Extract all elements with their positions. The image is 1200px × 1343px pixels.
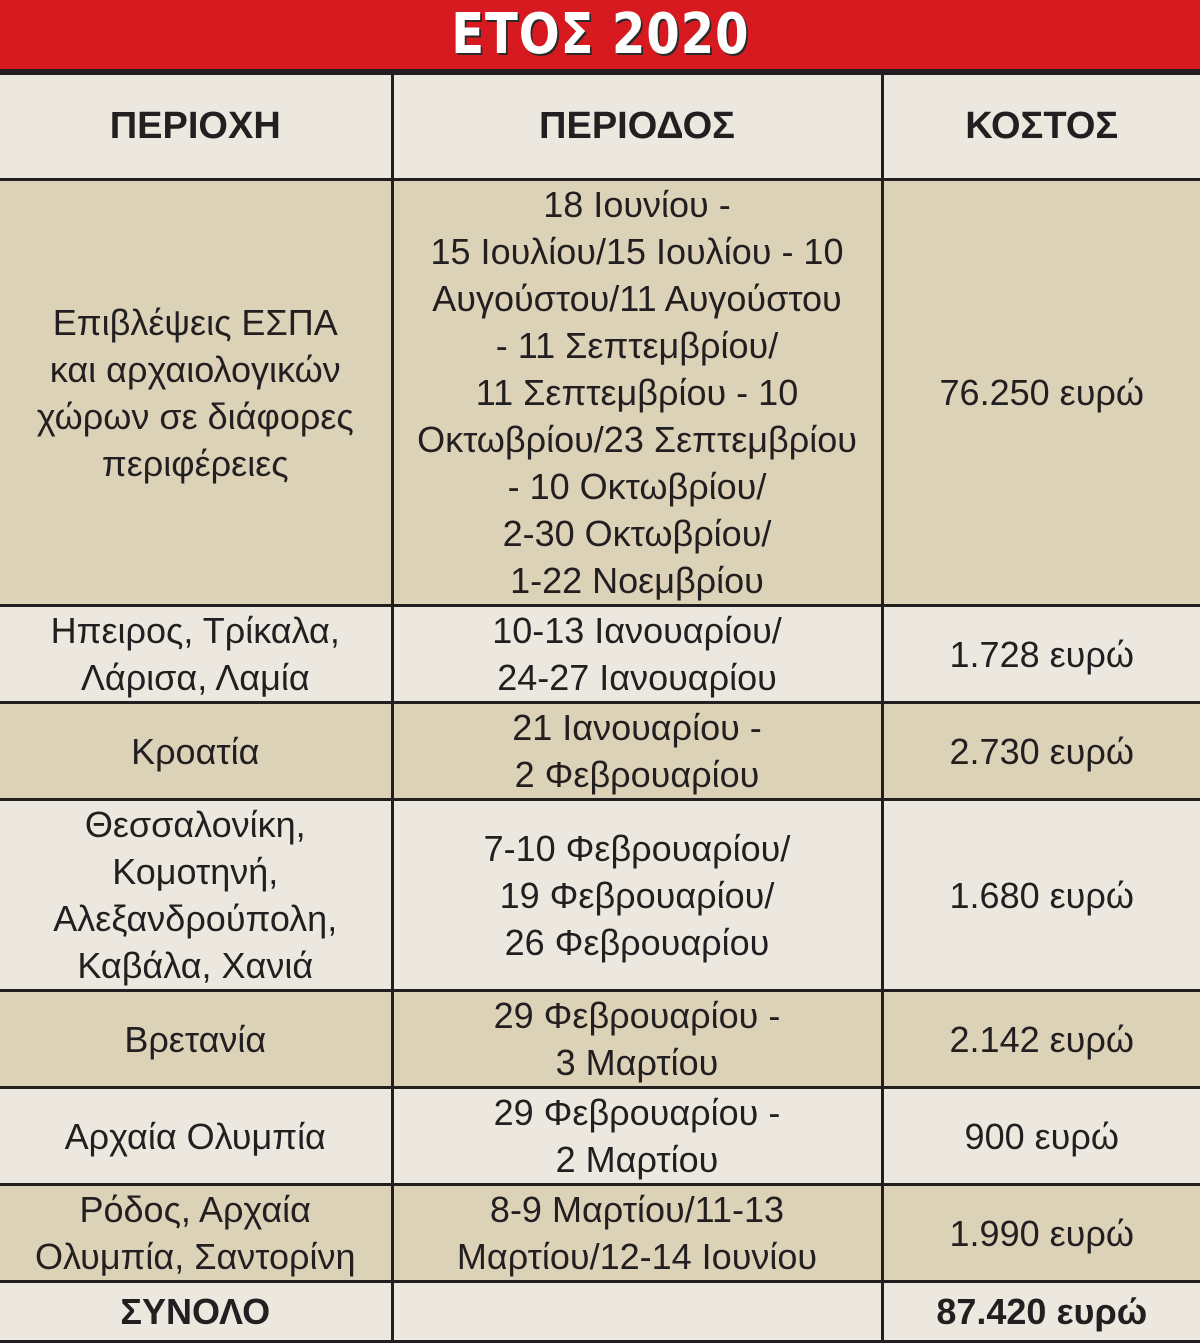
period-cell: [392, 800, 882, 991]
total-period: [392, 1282, 882, 1342]
region-line: Αρχαία Ολυμπία: [64, 1115, 326, 1157]
period-line: 10-13 Ιανουαρίου/: [492, 610, 782, 651]
period-line: 26 Φεβρουαρίου: [504, 921, 770, 963]
cost-cell: 2.142 ευρώ: [882, 991, 1200, 1088]
region-line: Λάρισα, Λαμία: [80, 657, 310, 698]
region-line: Ηπειρος, Τρίκαλα,: [50, 610, 340, 651]
region-cell: [0, 800, 392, 991]
period-line: 15 Ιουλίου/15 Ιουλίου - 10: [430, 231, 844, 272]
period-line: 11 Σεπτεμβρίου - 10: [475, 372, 799, 413]
period-cell: [392, 606, 882, 703]
header-cost: ΚΟΣΤΟΣ: [882, 74, 1200, 180]
period-line: 1-22 Νοεμβρίου: [510, 560, 764, 601]
period-line: 29 Φεβρουαρίου -: [493, 1092, 781, 1133]
region-cell: [0, 1088, 392, 1185]
table-row: [0, 606, 1200, 703]
period-line: 18 Ιουνίου -: [543, 184, 731, 225]
cost-cell: 76.250 ευρώ: [882, 180, 1200, 606]
region-line: Ολυμπία, Σαντορίνη: [34, 1236, 356, 1277]
region-line: Αλεξανδρούπολη,: [53, 898, 338, 939]
cost-cell: 1.680 ευρώ: [882, 800, 1200, 991]
table-row: [0, 1088, 1200, 1185]
header-region: ΠΕΡΙΟΧΗ: [0, 74, 392, 180]
region-line: Ρόδος, Αρχαία: [79, 1189, 311, 1230]
header-row: [0, 74, 1200, 180]
period-cell: [392, 703, 882, 800]
cost-table: [0, 72, 1200, 1343]
region-line: χώρων σε διάφορες: [36, 395, 354, 437]
region-line: και αρχαιολογικών: [49, 348, 341, 390]
period-line: 21 Ιανουαρίου -: [512, 707, 762, 748]
period-line: 2 Μαρτίου: [555, 1139, 719, 1180]
period-cell: [392, 991, 882, 1088]
region-line: Επιβλέψεις ΕΣΠΑ: [52, 301, 338, 343]
region-cell: [0, 180, 392, 606]
total-row: [0, 1282, 1200, 1342]
total-label: ΣΥΝΟΛΟ: [0, 1282, 392, 1342]
region-line: Κροατία: [131, 730, 260, 772]
region-line: Καβάλα, Χανιά: [77, 945, 314, 986]
period-line: Αυγούστου/11 Αυγούστου: [432, 278, 842, 319]
cost-cell: 2.730 ευρώ: [882, 703, 1200, 800]
region-cell: [0, 1185, 392, 1282]
table-row: [0, 991, 1200, 1088]
period-line: 29 Φεβρουαρίου -: [493, 995, 781, 1036]
region-cell: [0, 703, 392, 800]
period-line: 8-9 Μαρτίου/11-13: [489, 1189, 785, 1230]
period-line: 19 Φεβρουαρίου/: [499, 874, 775, 916]
title-banner: [0, 0, 1200, 72]
region-line: Βρετανία: [124, 1018, 267, 1060]
total-cost: 87.420 ευρώ: [882, 1282, 1200, 1342]
period-line: Μαρτίου/12-14 Ιουνίου: [456, 1236, 818, 1277]
cost-cell: 1.728 ευρώ: [882, 606, 1200, 703]
table-row: [0, 1185, 1200, 1282]
table-row: [0, 703, 1200, 800]
period-line: - 11 Σεπτεμβρίου/: [495, 325, 779, 366]
period-cell: [392, 180, 882, 606]
region-line: Κομοτηνή,: [112, 851, 279, 892]
period-line: 3 Μαρτίου: [555, 1042, 719, 1083]
period-line: 2-30 Οκτωβρίου/: [502, 513, 772, 554]
table-row: [0, 180, 1200, 606]
header-period: ΠΕΡΙΟΔΟΣ: [392, 74, 882, 180]
region-line: περιφέρειες: [101, 442, 289, 484]
page-title: ΕΤΟΣ 2020: [450, 2, 750, 67]
region-line: Θεσσαλονίκη,: [84, 804, 306, 845]
cost-cell: 1.990 ευρώ: [882, 1185, 1200, 1282]
period-line: 2 Φεβρουαρίου: [514, 754, 760, 795]
table-body: [0, 180, 1200, 1342]
period-line: 7-10 Φεβρουαρίου/: [483, 827, 791, 869]
cost-cell: 900 ευρώ: [882, 1088, 1200, 1185]
period-line: 24-27 Ιανουαρίου: [497, 657, 777, 698]
period-line: Οκτωβρίου/23 Σεπτεμβρίου: [417, 419, 857, 460]
period-line: - 10 Οκτωβρίου/: [507, 466, 767, 507]
period-cell: [392, 1185, 882, 1282]
table-row: [0, 800, 1200, 991]
region-cell: [0, 991, 392, 1088]
region-cell: [0, 606, 392, 703]
period-cell: [392, 1088, 882, 1185]
